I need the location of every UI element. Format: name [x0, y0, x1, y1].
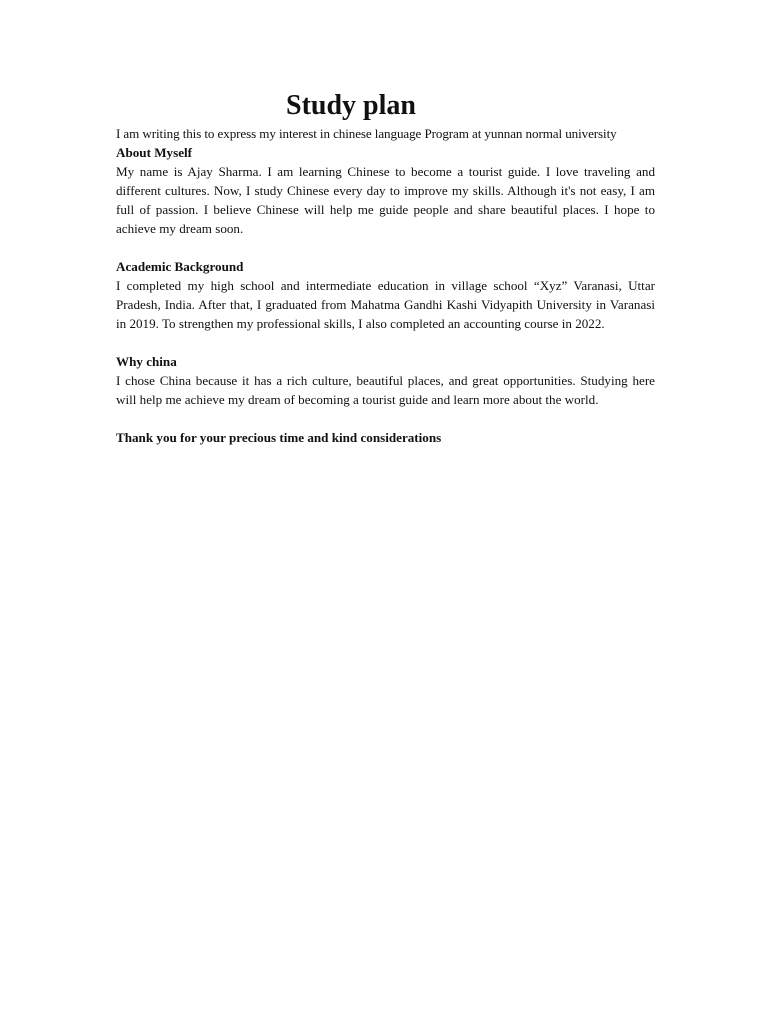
paragraph-spacer	[116, 409, 655, 428]
page-title: Study plan	[286, 90, 416, 121]
closing-line: Thank you for your precious time and kind considerations	[116, 430, 442, 445]
paragraph-spacer	[116, 238, 655, 257]
section-heading-about-myself: About Myself	[116, 145, 193, 160]
paragraph-spacer	[116, 333, 655, 352]
section-body-why-china: I chose China because it has a rich culture, beautiful places, and great opportunities. Studying here will help me achieve my dream of becoming a tourist guide and learn more about the world.	[116, 373, 655, 407]
section-body-academic-background: I completed my high school and intermediate education in village school “Xyz” Varanasi, Uttar Pradesh, India. After that, I graduated from Mahatma Gandhi Kashi Vidyapith University in Varanasi in 2019. To strengthen my professional skills, I also completed an accounting course in 2022.	[116, 278, 655, 331]
intro-paragraph: I am writing this to express my interest in chinese language Program at yunnan normal university	[116, 126, 617, 141]
document-page	[116, 88, 655, 447]
section-heading-academic-background: Academic Background	[116, 259, 244, 274]
section-body-about-myself: My name is Ajay Sharma. I am learning Chinese to become a tourist guide. I love traveling and different cultures. Now, I study Chinese every day to improve my skills. Although it's not easy, I am full of passion. I believe Chinese will help me guide people and share beautiful places. I hope to achieve my dream soon.	[116, 164, 655, 236]
section-heading-why-china: Why china	[116, 354, 177, 369]
